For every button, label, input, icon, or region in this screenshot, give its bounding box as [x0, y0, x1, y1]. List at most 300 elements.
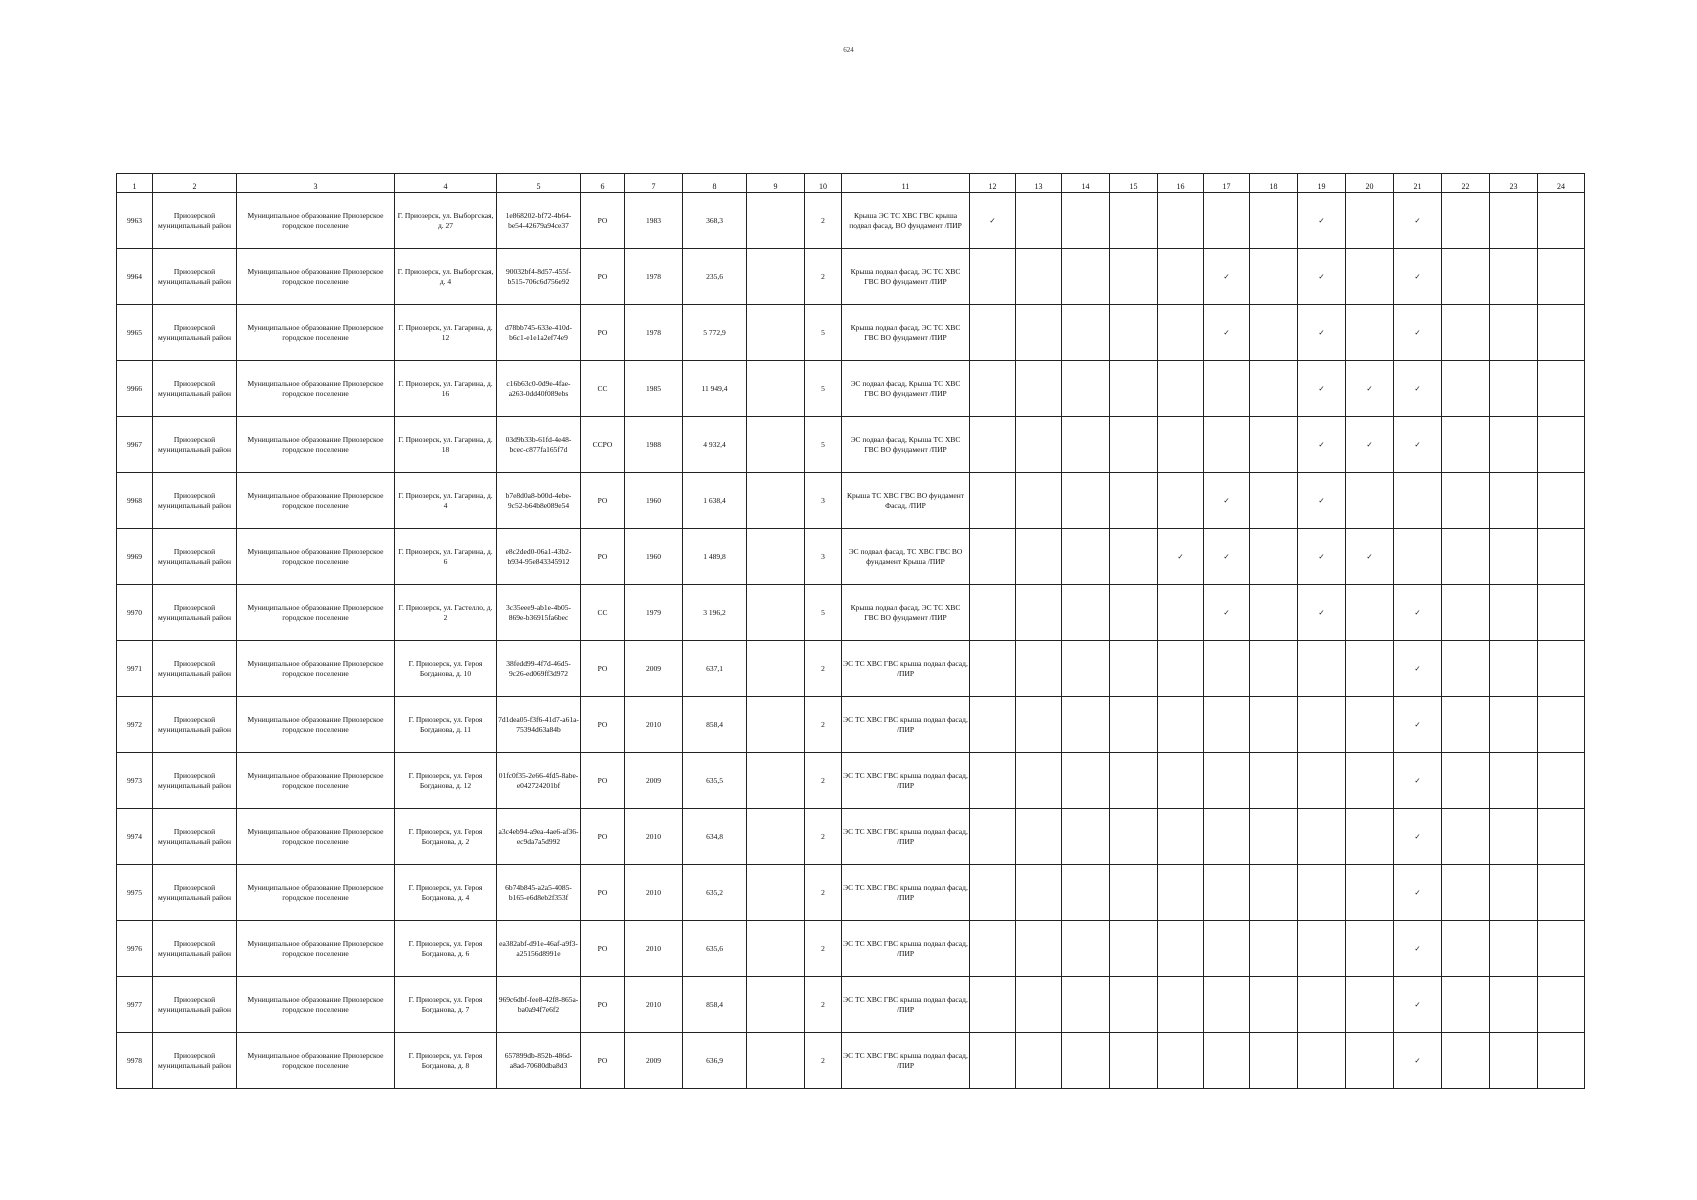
address-cell: Г. Приозерск, ул. Героя Богданова, д. 10: [395, 641, 497, 697]
empty-cell: [1158, 697, 1204, 753]
empty-cell: [1298, 641, 1346, 697]
empty-cell: [1204, 865, 1250, 921]
check-mark-icon: ✓: [1204, 585, 1250, 641]
empty-cell: [1250, 249, 1298, 305]
empty-cell: [970, 417, 1016, 473]
column-9-cell: [747, 753, 805, 809]
empty-cell: [1442, 697, 1490, 753]
empty-cell: [1538, 417, 1585, 473]
empty-cell: [1346, 1033, 1394, 1089]
building-type-cell: РО: [581, 865, 625, 921]
page-number: 624: [843, 46, 854, 54]
empty-cell: [1016, 641, 1062, 697]
empty-cell: [1490, 1033, 1538, 1089]
empty-cell: [1298, 809, 1346, 865]
row-number-cell: 9965: [117, 305, 153, 361]
empty-cell: [1062, 249, 1110, 305]
empty-cell: [1442, 977, 1490, 1033]
row-number-cell: 9969: [117, 529, 153, 585]
works-cell: ЭС ТС ХВС ГВС крыша подвал фасад, /ПИР: [842, 641, 970, 697]
empty-cell: [970, 641, 1016, 697]
empty-cell: [1158, 865, 1204, 921]
capital-repair-table: [116, 173, 1585, 1089]
empty-cell: [1442, 921, 1490, 977]
check-mark-icon: ✓: [1394, 361, 1442, 417]
municipality-cell: Муниципальное образование Приозерское городское поселение: [237, 809, 395, 865]
empty-cell: [1490, 641, 1538, 697]
empty-cell: [1442, 529, 1490, 585]
address-cell: Г. Приозерск, ул. Гастелло, д. 2: [395, 585, 497, 641]
empty-cell: [1204, 697, 1250, 753]
empty-cell: [1016, 361, 1062, 417]
empty-cell: [970, 305, 1016, 361]
empty-cell: [1538, 529, 1585, 585]
empty-cell: [1062, 921, 1110, 977]
column-header-4: 4: [395, 174, 497, 193]
area-cell: 635,5: [683, 753, 747, 809]
column-10-cell: 2: [805, 697, 842, 753]
column-header-9: 9: [747, 174, 805, 193]
column-10-cell: 5: [805, 361, 842, 417]
empty-cell: [1538, 697, 1585, 753]
empty-cell: [1062, 641, 1110, 697]
district-cell: Приозерской муниципальный район: [153, 361, 237, 417]
check-mark-icon: ✓: [1394, 193, 1442, 249]
empty-cell: [1346, 473, 1394, 529]
district-cell: Приозерской муниципальный район: [153, 529, 237, 585]
municipality-cell: Муниципальное образование Приозерское городское поселение: [237, 697, 395, 753]
works-cell: ЭС ТС ХВС ГВС крыша подвал фасад, /ПИР: [842, 697, 970, 753]
empty-cell: [1062, 585, 1110, 641]
district-cell: Приозерской муниципальный район: [153, 585, 237, 641]
year-cell: 2010: [625, 865, 683, 921]
year-cell: 1988: [625, 417, 683, 473]
table-row: [117, 249, 1585, 305]
guid-cell: 657899db-852b-486d-a8ad-70680dba8d3: [497, 1033, 581, 1089]
column-9-cell: [747, 361, 805, 417]
check-mark-icon: ✓: [1298, 473, 1346, 529]
empty-cell: [1250, 977, 1298, 1033]
empty-cell: [1204, 1033, 1250, 1089]
building-type-cell: РО: [581, 529, 625, 585]
address-cell: Г. Приозерск, ул. Гагарина, д. 16: [395, 361, 497, 417]
area-cell: 5 772,9: [683, 305, 747, 361]
year-cell: 2010: [625, 977, 683, 1033]
year-cell: 1979: [625, 585, 683, 641]
empty-cell: [1110, 361, 1158, 417]
table-body: [117, 193, 1585, 1089]
guid-cell: d78bb745-633e-410d-b6c1-e1e1a2ef74e9: [497, 305, 581, 361]
district-cell: Приозерской муниципальный район: [153, 809, 237, 865]
district-cell: Приозерской муниципальный район: [153, 921, 237, 977]
municipality-cell: Муниципальное образование Приозерское городское поселение: [237, 921, 395, 977]
empty-cell: [1110, 193, 1158, 249]
empty-cell: [1110, 473, 1158, 529]
empty-cell: [970, 1033, 1016, 1089]
guid-cell: ea382abf-d91e-46af-a9f3-a25156d8991e: [497, 921, 581, 977]
district-cell: Приозерской муниципальный район: [153, 641, 237, 697]
area-cell: 636,9: [683, 1033, 747, 1089]
empty-cell: [1158, 753, 1204, 809]
column-header-16: 16: [1158, 174, 1204, 193]
empty-cell: [1016, 1033, 1062, 1089]
row-number-cell: 9977: [117, 977, 153, 1033]
table-row: [117, 697, 1585, 753]
municipality-cell: Муниципальное образование Приозерское городское поселение: [237, 641, 395, 697]
district-cell: Приозерской муниципальный район: [153, 1033, 237, 1089]
works-cell: Крыша ТС ХВС ГВС ВО фундамент Фасад, /ПИР: [842, 473, 970, 529]
empty-cell: [1016, 697, 1062, 753]
check-mark-icon: ✓: [1298, 193, 1346, 249]
empty-cell: [1442, 753, 1490, 809]
empty-cell: [1062, 193, 1110, 249]
empty-cell: [1110, 249, 1158, 305]
guid-cell: 38fedd99-4f7d-46d5-9c26-ed069ff3d972: [497, 641, 581, 697]
column-9-cell: [747, 697, 805, 753]
area-cell: 235,6: [683, 249, 747, 305]
empty-cell: [970, 529, 1016, 585]
works-cell: ЭС ТС ХВС ГВС крыша подвал фасад, /ПИР: [842, 921, 970, 977]
check-mark-icon: ✓: [1298, 417, 1346, 473]
year-cell: 1960: [625, 473, 683, 529]
column-header-8: 8: [683, 174, 747, 193]
empty-cell: [1110, 305, 1158, 361]
works-cell: ЭС подвал фасад, Крыша ТС ХВС ГВС ВО фундамент /ПИР: [842, 417, 970, 473]
building-type-cell: РО: [581, 249, 625, 305]
empty-cell: [1062, 809, 1110, 865]
empty-cell: [1538, 473, 1585, 529]
empty-cell: [1346, 585, 1394, 641]
address-cell: Г. Приозерск, ул. Гагарина, д. 18: [395, 417, 497, 473]
address-cell: Г. Приозерск, ул. Гагарина, д. 6: [395, 529, 497, 585]
empty-cell: [1490, 305, 1538, 361]
column-10-cell: 2: [805, 809, 842, 865]
guid-cell: 7d1dea05-f3f6-41d7-a61a-75394d63a84b: [497, 697, 581, 753]
table-row: [117, 865, 1585, 921]
area-cell: 635,2: [683, 865, 747, 921]
address-cell: Г. Приозерск, ул. Выборгская, д. 27: [395, 193, 497, 249]
building-type-cell: РО: [581, 641, 625, 697]
empty-cell: [1538, 977, 1585, 1033]
empty-cell: [1016, 977, 1062, 1033]
check-mark-icon: ✓: [1298, 249, 1346, 305]
municipality-cell: Муниципальное образование Приозерское городское поселение: [237, 417, 395, 473]
empty-cell: [1346, 809, 1394, 865]
empty-cell: [1204, 193, 1250, 249]
empty-cell: [1250, 641, 1298, 697]
column-header-1: 1: [117, 174, 153, 193]
column-10-cell: 2: [805, 865, 842, 921]
empty-cell: [970, 249, 1016, 305]
empty-cell: [1250, 1033, 1298, 1089]
building-type-cell: РО: [581, 473, 625, 529]
column-9-cell: [747, 641, 805, 697]
check-mark-icon: ✓: [1298, 361, 1346, 417]
guid-cell: 01fc0f35-2e66-4fd5-8abe-e042724201bf: [497, 753, 581, 809]
works-cell: Крыша подвал фасад, ЭС ТС ХВС ГВС ВО фундамент /ПИР: [842, 249, 970, 305]
empty-cell: [1204, 417, 1250, 473]
empty-cell: [1204, 361, 1250, 417]
column-header-3: 3: [237, 174, 395, 193]
municipality-cell: Муниципальное образование Приозерское городское поселение: [237, 977, 395, 1033]
empty-cell: [1250, 193, 1298, 249]
check-mark-icon: ✓: [1394, 1033, 1442, 1089]
guid-cell: c16b63c0-0d9e-4fae-a263-0dd40f089ebs: [497, 361, 581, 417]
empty-cell: [1442, 865, 1490, 921]
empty-cell: [1062, 305, 1110, 361]
column-10-cell: 2: [805, 921, 842, 977]
check-mark-icon: ✓: [1394, 585, 1442, 641]
empty-cell: [1490, 697, 1538, 753]
column-header-7: 7: [625, 174, 683, 193]
column-9-cell: [747, 865, 805, 921]
empty-cell: [1110, 641, 1158, 697]
column-header-21: 21: [1394, 174, 1442, 193]
column-9-cell: [747, 977, 805, 1033]
column-10-cell: 2: [805, 753, 842, 809]
address-cell: Г. Приозерск, ул. Героя Богданова, д. 11: [395, 697, 497, 753]
empty-cell: [1110, 1033, 1158, 1089]
empty-cell: [1250, 305, 1298, 361]
empty-cell: [1250, 361, 1298, 417]
column-9-cell: [747, 1033, 805, 1089]
empty-cell: [1016, 473, 1062, 529]
municipality-cell: Муниципальное образование Приозерское городское поселение: [237, 305, 395, 361]
empty-cell: [1490, 473, 1538, 529]
empty-cell: [1158, 417, 1204, 473]
address-cell: Г. Приозерск, ул. Гагарина, д. 12: [395, 305, 497, 361]
address-cell: Г. Приозерск, ул. Выборгская, д. 4: [395, 249, 497, 305]
column-10-cell: 2: [805, 977, 842, 1033]
check-mark-icon: ✓: [1394, 249, 1442, 305]
address-cell: Г. Приозерск, ул. Героя Богданова, д. 6: [395, 921, 497, 977]
check-mark-icon: ✓: [1204, 249, 1250, 305]
column-header-5: 5: [497, 174, 581, 193]
area-cell: 858,4: [683, 977, 747, 1033]
guid-cell: 3c35eee9-ab1e-4b05-869e-b36915fa6bec: [497, 585, 581, 641]
municipality-cell: Муниципальное образование Приозерское городское поселение: [237, 529, 395, 585]
works-cell: ЭС ТС ХВС ГВС крыша подвал фасад, /ПИР: [842, 809, 970, 865]
row-number-cell: 9972: [117, 697, 153, 753]
column-header-24: 24: [1538, 174, 1585, 193]
column-9-cell: [747, 417, 805, 473]
table-header: [117, 174, 1585, 193]
area-cell: 4 932,4: [683, 417, 747, 473]
check-mark-icon: ✓: [1394, 865, 1442, 921]
empty-cell: [1346, 641, 1394, 697]
empty-cell: [1490, 753, 1538, 809]
row-number-cell: 9976: [117, 921, 153, 977]
column-header-12: 12: [970, 174, 1016, 193]
check-mark-icon: ✓: [1394, 641, 1442, 697]
check-mark-icon: ✓: [1394, 753, 1442, 809]
year-cell: 2009: [625, 641, 683, 697]
empty-cell: [1204, 977, 1250, 1033]
building-type-cell: РО: [581, 305, 625, 361]
empty-cell: [970, 809, 1016, 865]
empty-cell: [1016, 417, 1062, 473]
table-row: [117, 921, 1585, 977]
check-mark-icon: ✓: [1158, 529, 1204, 585]
row-number-cell: 9975: [117, 865, 153, 921]
empty-cell: [1250, 585, 1298, 641]
empty-cell: [970, 977, 1016, 1033]
works-cell: Крыша подвал фасад, ЭС ТС ХВС ГВС ВО фундамент /ПИР: [842, 305, 970, 361]
table-row: [117, 193, 1585, 249]
address-cell: Г. Приозерск, ул. Героя Богданова, д. 8: [395, 1033, 497, 1089]
column-9-cell: [747, 921, 805, 977]
column-10-cell: 2: [805, 1033, 842, 1089]
row-number-cell: 9967: [117, 417, 153, 473]
column-9-cell: [747, 809, 805, 865]
empty-cell: [1016, 809, 1062, 865]
empty-cell: [1062, 697, 1110, 753]
check-mark-icon: ✓: [1394, 809, 1442, 865]
year-cell: 1960: [625, 529, 683, 585]
guid-cell: a3c4eb94-a9ea-4ae6-af36-ec9da7a5d992: [497, 809, 581, 865]
column-10-cell: 5: [805, 585, 842, 641]
building-type-cell: РО: [581, 193, 625, 249]
empty-cell: [1538, 305, 1585, 361]
empty-cell: [1158, 641, 1204, 697]
works-cell: ЭС ТС ХВС ГВС крыша подвал фасад, /ПИР: [842, 865, 970, 921]
district-cell: Приозерской муниципальный район: [153, 865, 237, 921]
empty-cell: [1298, 921, 1346, 977]
table-row: [117, 585, 1585, 641]
empty-cell: [1346, 249, 1394, 305]
empty-cell: [1110, 697, 1158, 753]
municipality-cell: Муниципальное образование Приозерское городское поселение: [237, 753, 395, 809]
empty-cell: [1062, 361, 1110, 417]
empty-cell: [1062, 473, 1110, 529]
empty-cell: [970, 585, 1016, 641]
empty-cell: [1298, 753, 1346, 809]
area-cell: 858,4: [683, 697, 747, 753]
municipality-cell: Муниципальное образование Приозерское городское поселение: [237, 193, 395, 249]
address-cell: Г. Приозерск, ул. Героя Богданова, д. 7: [395, 977, 497, 1033]
area-cell: 1 489,8: [683, 529, 747, 585]
column-header-19: 19: [1298, 174, 1346, 193]
empty-cell: [1158, 921, 1204, 977]
column-10-cell: 5: [805, 305, 842, 361]
empty-cell: [1016, 249, 1062, 305]
header-row: [117, 174, 1585, 193]
district-cell: Приозерской муниципальный район: [153, 977, 237, 1033]
empty-cell: [1062, 977, 1110, 1033]
address-cell: Г. Приозерск, ул. Героя Богданова, д. 4: [395, 865, 497, 921]
empty-cell: [1346, 921, 1394, 977]
table-row: [117, 753, 1585, 809]
empty-cell: [1442, 249, 1490, 305]
guid-cell: 1e868202-bf72-4b64-be54-42679a94ce37: [497, 193, 581, 249]
column-9-cell: [747, 193, 805, 249]
empty-cell: [1250, 473, 1298, 529]
empty-cell: [1442, 641, 1490, 697]
empty-cell: [1346, 697, 1394, 753]
empty-cell: [1250, 921, 1298, 977]
empty-cell: [1490, 361, 1538, 417]
empty-cell: [1016, 193, 1062, 249]
column-header-10: 10: [805, 174, 842, 193]
empty-cell: [970, 921, 1016, 977]
municipality-cell: Муниципальное образование Приозерское городское поселение: [237, 1033, 395, 1089]
table-row: [117, 977, 1585, 1033]
empty-cell: [1062, 1033, 1110, 1089]
empty-cell: [1538, 865, 1585, 921]
column-10-cell: 3: [805, 473, 842, 529]
check-mark-icon: ✓: [1346, 361, 1394, 417]
column-9-cell: [747, 529, 805, 585]
empty-cell: [970, 361, 1016, 417]
table-row: [117, 529, 1585, 585]
building-type-cell: РО: [581, 753, 625, 809]
empty-cell: [1538, 641, 1585, 697]
empty-cell: [1394, 473, 1442, 529]
empty-cell: [1110, 921, 1158, 977]
check-mark-icon: ✓: [1204, 529, 1250, 585]
empty-cell: [1204, 641, 1250, 697]
column-header-13: 13: [1016, 174, 1062, 193]
empty-cell: [1204, 921, 1250, 977]
address-cell: Г. Приозерск, ул. Героя Богданова, д. 12: [395, 753, 497, 809]
check-mark-icon: ✓: [1346, 529, 1394, 585]
guid-cell: 90032bf4-8d57-455f-b515-706c6d756e92: [497, 249, 581, 305]
area-cell: 11 949,4: [683, 361, 747, 417]
works-cell: ЭС ТС ХВС ГВС крыша подвал фасад, /ПИР: [842, 753, 970, 809]
empty-cell: [970, 697, 1016, 753]
column-9-cell: [747, 585, 805, 641]
row-number-cell: 9971: [117, 641, 153, 697]
empty-cell: [1490, 249, 1538, 305]
column-9-cell: [747, 249, 805, 305]
check-mark-icon: ✓: [1298, 529, 1346, 585]
empty-cell: [970, 753, 1016, 809]
empty-cell: [1158, 361, 1204, 417]
check-mark-icon: ✓: [1394, 305, 1442, 361]
empty-cell: [1538, 809, 1585, 865]
works-cell: ЭС ТС ХВС ГВС крыша подвал фасад, /ПИР: [842, 977, 970, 1033]
district-cell: Приозерской муниципальный район: [153, 249, 237, 305]
column-header-17: 17: [1204, 174, 1250, 193]
table-row: [117, 809, 1585, 865]
year-cell: 2010: [625, 809, 683, 865]
empty-cell: [1250, 529, 1298, 585]
building-type-cell: РО: [581, 697, 625, 753]
empty-cell: [1442, 305, 1490, 361]
year-cell: 1978: [625, 249, 683, 305]
empty-cell: [1110, 865, 1158, 921]
empty-cell: [1490, 865, 1538, 921]
year-cell: 1983: [625, 193, 683, 249]
row-number-cell: 9978: [117, 1033, 153, 1089]
column-header-11: 11: [842, 174, 970, 193]
empty-cell: [1346, 193, 1394, 249]
empty-cell: [1062, 753, 1110, 809]
address-cell: Г. Приозерск, ул. Героя Богданова, д. 2: [395, 809, 497, 865]
empty-cell: [1110, 753, 1158, 809]
check-mark-icon: ✓: [1204, 305, 1250, 361]
table-row: [117, 1033, 1585, 1089]
empty-cell: [1538, 921, 1585, 977]
check-mark-icon: ✓: [1346, 417, 1394, 473]
building-type-cell: РО: [581, 921, 625, 977]
empty-cell: [1346, 865, 1394, 921]
building-type-cell: ССРО: [581, 417, 625, 473]
empty-cell: [970, 473, 1016, 529]
empty-cell: [1158, 1033, 1204, 1089]
column-header-20: 20: [1346, 174, 1394, 193]
row-number-cell: 9966: [117, 361, 153, 417]
